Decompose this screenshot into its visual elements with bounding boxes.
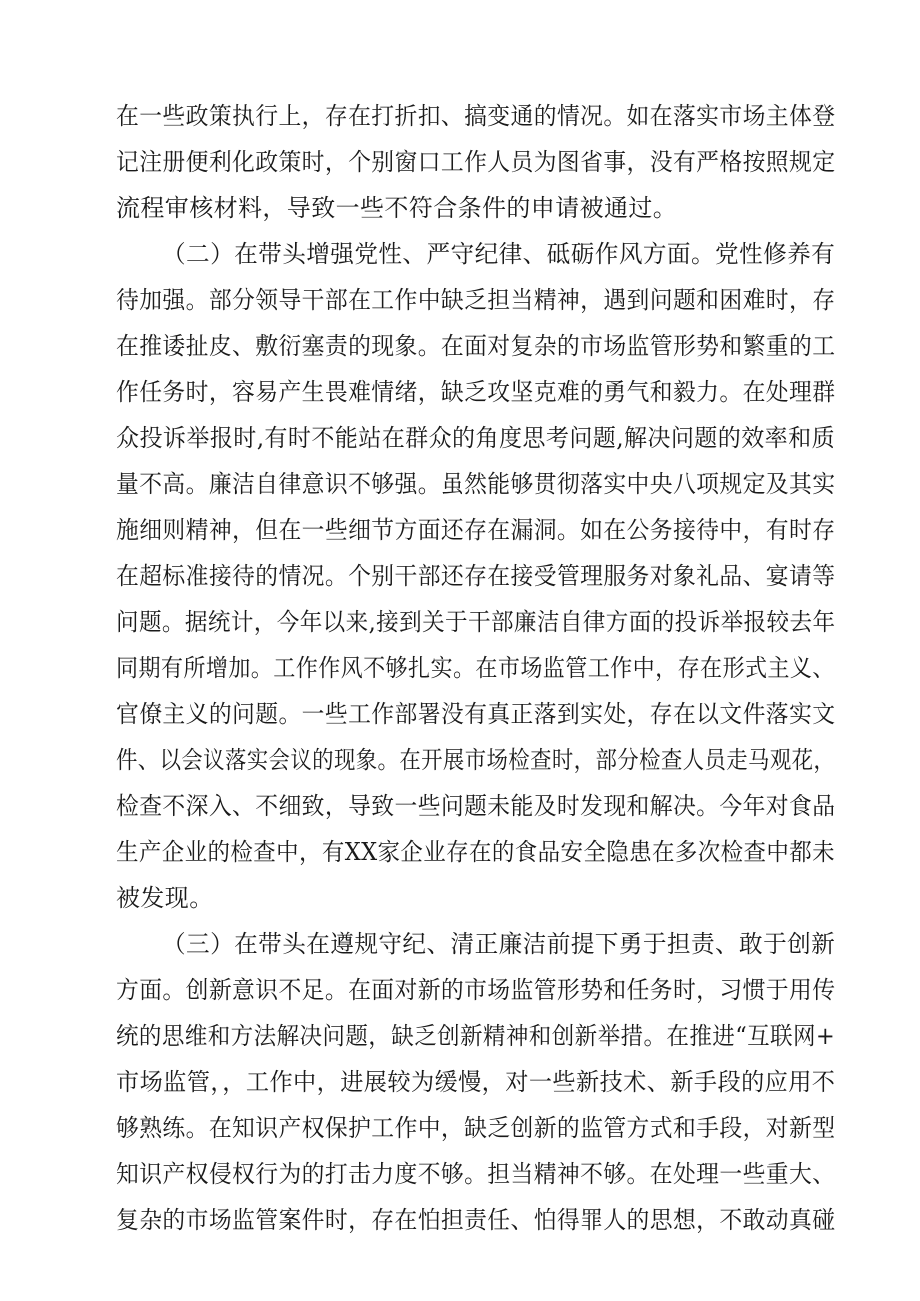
text-line: 众投诉举报时,有时不能站在群众的角度思考问题,解决问题的效率和质 bbox=[116, 424, 836, 452]
text-line: 在一些政策执行上，存在打折扣、搞变通的情况。如在落实市场主体登 bbox=[116, 102, 836, 130]
text-line: 生产企业的检查中，有XX家企业存在的食品安全隐患在多次检查中都未 bbox=[116, 838, 835, 866]
text-line: 被发现。 bbox=[116, 884, 214, 912]
text-line: 件、以会议落实会议的现象。在开展市场检查时，部分检查人员走马观花， bbox=[116, 746, 836, 774]
text-line: 市场监管，，工作中，进展较为缓慢，对一些新技术、新手段的应用不 bbox=[116, 1068, 836, 1096]
text-line: 待加强。部分领导干部在工作中缺乏担当精神，遇到问题和困难时，存 bbox=[116, 286, 836, 314]
text-line: 施细则精神，但在一些细节方面还存在漏洞。如在公务接待中，有时存 bbox=[116, 516, 836, 544]
text-line: 在推诿扯皮、敷衍塞责的现象。在面对复杂的市场监管形势和繁重的工 bbox=[116, 332, 836, 360]
text-line: 流程审核材料，导致一些不符合条件的申请被通过。 bbox=[116, 194, 678, 222]
text-line: 方面。创新意识不足。在面对新的市场监管形势和任务时，习惯于用传 bbox=[116, 976, 836, 1004]
text-line: 记注册便利化政策时，个别窗口工作人员为图省事，没有严格按照规定 bbox=[116, 148, 836, 176]
text-line: 统的思维和方法解决问题，缺乏创新精神和创新举措。在推进“互联网+ bbox=[116, 1022, 836, 1050]
text-line: 量不高。廉洁自律意识不够强。虽然能够贯彻落实中央八项规定及其实 bbox=[116, 470, 836, 498]
text-line: 知识产权侵权行为的打击力度不够。担当精神不够。在处理一些重大、 bbox=[116, 1160, 836, 1188]
text-line: 在超标准接待的情况。个别干部还存在接受管理服务对象礼品、宴请等 bbox=[116, 562, 836, 590]
text-line: 问题。据统计，今年以来,接到关于干部廉洁自律方面的投诉举报较去年 bbox=[116, 608, 836, 636]
text-line: 同期有所增加。工作作风不够扎实。在市场监管工作中，存在形式主义、 bbox=[116, 654, 835, 682]
section-heading-line: （二）在带头增强党性、严守纪律、砥砺作风方面。党性修养有 bbox=[162, 240, 836, 268]
section-heading-line: （三）在带头在遵规守纪、清正廉洁前提下勇于担责、敢于创新 bbox=[162, 930, 836, 958]
text-line: 复杂的市场监管案件时，存在怕担责任、怕得罪人的思想，不敢动真碰 bbox=[116, 1206, 836, 1234]
text-line: 够熟练。在知识产权保护工作中，缺乏创新的监管方式和手段，对新型 bbox=[116, 1114, 836, 1142]
text-line: 检查不深入、不细致，导致一些问题未能及时发现和解决。今年对食品 bbox=[116, 792, 836, 820]
text-line: 作任务时，容易产生畏难情绪，缺乏攻坚克难的勇气和毅力。在处理群 bbox=[116, 378, 836, 406]
text-line: 官僚主义的问题。一些工作部署没有真正落到实处，存在以文件落实文 bbox=[116, 700, 836, 728]
